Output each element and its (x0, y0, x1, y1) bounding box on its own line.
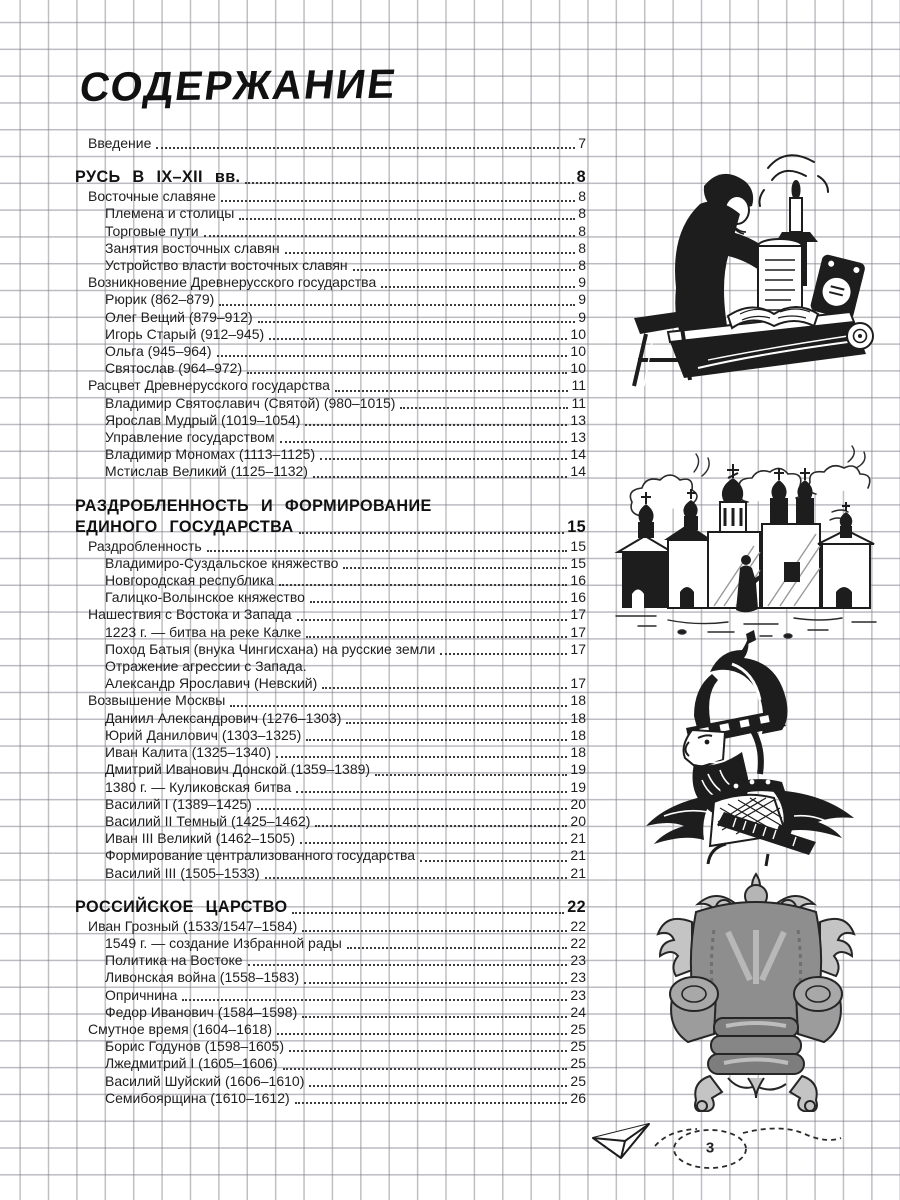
toc-entry-page: 20 (570, 812, 586, 829)
toc-entry-page: 17 (570, 623, 586, 640)
dotted-leader (269, 338, 567, 340)
toc-entry-page: 25 (570, 1038, 586, 1055)
toc-entry (75, 779, 586, 796)
dotted-leader (258, 321, 576, 323)
toc-entry (75, 952, 586, 969)
toc-entry (75, 188, 586, 205)
toc-entry (75, 1055, 586, 1072)
dotted-leader (245, 182, 573, 184)
toc-entry-label: Ливонская война (1558–1583) (105, 969, 300, 986)
dotted-leader (310, 601, 568, 603)
toc-entry (75, 744, 586, 761)
toc-entry-page: 9 (578, 274, 586, 291)
toc-entry (75, 412, 586, 429)
toc-entry-label: Святослав (964–972) (105, 360, 243, 377)
toc-entry-label: Поход Батыя (внука Чингисхана) на русские земли (105, 640, 436, 657)
toc-entry-page: 10 (570, 360, 586, 377)
toc-entry (75, 935, 586, 952)
dotted-leader (343, 567, 567, 569)
toc-entry-label: Новгородская республика (105, 572, 274, 589)
toc-entry (75, 309, 586, 326)
toc-entry-label: Лжедмитрий I (1605–1606) (105, 1055, 278, 1072)
toc-entry-page: 13 (570, 429, 586, 446)
toc-entry (75, 291, 586, 308)
toc-entry (75, 918, 586, 935)
toc-entry-page: 15 (567, 517, 586, 536)
dotted-leader (306, 636, 567, 638)
dotted-leader (297, 619, 568, 621)
toc-entry (75, 641, 586, 658)
toc-entry (75, 1073, 586, 1090)
page-title: СОДЕРЖАНИЕ (77, 60, 400, 111)
toc-section-header (75, 496, 586, 517)
toc-entry-label: Семибоярщина (1610–1612) (105, 1089, 290, 1106)
toc-entry (75, 761, 586, 778)
toc-entry (75, 463, 586, 480)
toc-entry (75, 446, 586, 463)
toc-entry-page: 8 (578, 239, 586, 256)
toc-entry-page: 17 (570, 675, 586, 692)
dotted-leader (295, 1102, 568, 1104)
toc-entry-label: Племена и столицы (105, 205, 235, 222)
dotted-leader (353, 269, 576, 271)
toc-entry-label: Федор Иванович (1584–1598) (105, 1003, 298, 1020)
toc-entry-page: 15 (570, 537, 586, 554)
dotted-leader (292, 912, 564, 914)
toc-entry-label: Владимир Святославич (Святой) (980–1015) (105, 394, 396, 411)
toc-entry-label: Восточные славяне (88, 188, 216, 205)
toc-entry-page: 8 (576, 168, 586, 187)
toc-entry (75, 969, 586, 986)
toc-entry-label: 1380 г. — Куликовская битва (105, 778, 292, 795)
table-of-contents (75, 60, 586, 1107)
toc-entry (75, 624, 586, 641)
dotted-leader (375, 774, 567, 776)
toc-entry-label: Ольга (945–964) (105, 343, 212, 360)
toc-entry (75, 223, 586, 240)
toc-entry-page: 10 (570, 343, 586, 360)
dotted-leader (346, 722, 567, 724)
toc-entry-page: 8 (578, 257, 586, 274)
toc-entry (75, 240, 586, 257)
toc-entry-label: Мстислав Великий (1125–1132) (105, 463, 308, 480)
toc-entry-label: Возникновение Древнерусского государства (88, 274, 377, 291)
toc-entry-label: Василий II Темный (1425–1462) (105, 812, 311, 829)
toc-entry-label: Формирование централизованного государства (105, 847, 416, 864)
toc-section-header (75, 167, 586, 188)
dotted-leader (219, 304, 575, 306)
toc-entry (75, 205, 586, 222)
toc-entry-label: Галицко-Волынское княжество (105, 589, 305, 606)
page-footer (585, 1116, 845, 1180)
dotted-leader (304, 982, 567, 984)
toc-entry-label: Отражение агрессии с Запада. (105, 658, 307, 675)
toc-entry-page: 13 (570, 411, 586, 428)
toc-entry (75, 658, 586, 675)
toc-entry-label: Владимир Мономах (1113–1125) (105, 446, 316, 463)
toc-entry (75, 429, 586, 446)
toc-entry (75, 326, 586, 343)
toc-entry (75, 710, 586, 727)
toc-entry-label: Устройство власти восточных славян (105, 257, 348, 274)
dotted-leader (204, 235, 576, 237)
dotted-leader (315, 825, 567, 827)
page-number: 3 (705, 1139, 715, 1157)
toc-entry-page: 11 (571, 377, 586, 394)
toc-entry-page: 20 (570, 795, 586, 812)
toc-entry-page: 25 (570, 1072, 586, 1089)
ornate-throne-illustration (640, 870, 872, 1112)
toc-entry-page: 24 (570, 1003, 586, 1020)
toc-entry-label: Ярослав Мудрый (1019–1054) (105, 411, 301, 428)
toc-entry-page: 21 (570, 864, 586, 881)
toc-entry-label: Иван Калита (1325–1340) (105, 744, 272, 761)
toc-entry-label: Опричнина (105, 986, 178, 1003)
toc-entry-label: Василий I (1389–1425) (105, 795, 252, 812)
toc-entry-label: ЕДИНОГО ГОСУДАРСТВА (75, 517, 294, 536)
toc-entry-label: Смутное время (1604–1618) (88, 1020, 273, 1037)
toc-entry-page: 15 (570, 554, 586, 571)
toc-entry (75, 572, 586, 589)
dotted-leader (305, 424, 567, 426)
toc-entry (75, 847, 586, 864)
toc-entry-page: 25 (570, 1055, 586, 1072)
dotted-leader (156, 147, 575, 149)
dotted-leader (400, 407, 568, 409)
toc-entry (75, 343, 586, 360)
dotted-leader (248, 964, 568, 966)
toc-entry-label: Даниил Александрович (1276–1303) (105, 709, 342, 726)
toc-entry-page: 26 (570, 1089, 586, 1106)
toc-entry (75, 606, 586, 623)
dotted-leader (207, 550, 568, 552)
toc-entry-label: Расцвет Древнерусского государства (88, 377, 330, 394)
toc-entry (75, 1090, 586, 1107)
toc-entry-label: РОССИЙСКОЕ ЦАРСТВО (75, 897, 288, 916)
dotted-leader (381, 286, 575, 288)
toc-entry-label: Политика на Востоке (105, 952, 243, 969)
dotted-leader (230, 705, 567, 707)
toc-entry-label: Александр Ярославич (Невский) (105, 675, 318, 692)
toc-entry-page: 18 (570, 726, 586, 743)
dotted-leader (306, 739, 567, 741)
toc-entry-label: 1223 г. — битва на реке Калке (105, 623, 302, 640)
toc-entry-label: Иван Грозный (1533/1547–1584) (88, 917, 298, 934)
toc-entry (75, 1004, 586, 1021)
dotted-leader (182, 999, 567, 1001)
dotted-leader (302, 1016, 567, 1018)
toc-entry (75, 538, 586, 555)
toc-entry-label: 1549 г. — создание Избранной рады (105, 934, 342, 951)
dotted-leader (320, 458, 567, 460)
toc-entry (75, 675, 586, 692)
toc-entry-label: Олег Вещий (879–912) (105, 308, 253, 325)
toc-entry (75, 589, 586, 606)
toc-entry-page: 23 (570, 952, 586, 969)
toc-entry-label: Василий Шуйский (1606–1610) (105, 1072, 305, 1089)
toc-entry (75, 135, 586, 152)
toc-entry-page: 22 (567, 897, 586, 916)
toc-entry (75, 987, 586, 1004)
toc-section-header (75, 897, 586, 918)
toc-entry-label: Возвышение Москвы (88, 692, 226, 709)
toc-entry-page: 23 (570, 986, 586, 1003)
toc-entry-label: Василий III (1505–1533) (105, 864, 260, 881)
toc-entry (75, 692, 586, 709)
toc-entry-page: 9 (578, 291, 586, 308)
toc-entry-page: 17 (570, 606, 586, 623)
toc-entry-page: 14 (570, 446, 586, 463)
toc-entry (75, 395, 586, 412)
toc-entry (75, 727, 586, 744)
dotted-leader (285, 252, 576, 254)
toc-entry-page: 21 (570, 830, 586, 847)
toc-entry-label: Игорь Старый (912–945) (105, 325, 265, 342)
toc-entry-page: 8 (578, 222, 586, 239)
toc-entry-label: Занятия восточных славян (105, 239, 280, 256)
toc-entry-label: Рюрик (862–879) (105, 291, 215, 308)
dotted-leader (420, 860, 567, 862)
dotted-leader (265, 877, 568, 879)
toc-entry-page: 19 (570, 778, 586, 795)
toc-entry-label: Дмитрий Иванович Донской (1359–1389) (105, 761, 371, 778)
toc-entry-page: 23 (570, 969, 586, 986)
toc-entry-label: РУСЬ В IX–XII вв. (75, 168, 241, 187)
toc-entry-page: 18 (570, 692, 586, 709)
toc-entry-label: Борис Годунов (1598–1605) (105, 1038, 285, 1055)
paper-airplane-icon (585, 1116, 845, 1180)
dotted-leader (283, 1068, 568, 1070)
toc-entry-page: 14 (570, 463, 586, 480)
chronicler-monk-illustration (612, 146, 884, 398)
toc-section-header (75, 517, 586, 538)
dotted-leader (239, 218, 575, 220)
toc-entry-page: 9 (578, 308, 586, 325)
toc-entry-label: Торговые пути (105, 222, 199, 239)
dotted-leader (276, 756, 567, 758)
dotted-leader (302, 930, 567, 932)
toc-entry-label: Юрий Данилович (1303–1325) (105, 726, 302, 743)
toc-entry-page: 7 (578, 135, 586, 151)
dotted-leader (440, 653, 567, 655)
toc-entry (75, 360, 586, 377)
toc-entry-label: Владимиро-Суздальское княжество (105, 554, 339, 571)
toc-entry-page: 22 (570, 934, 586, 951)
toc-entry (75, 274, 586, 291)
toc-entry (75, 830, 586, 847)
toc-entry-page: 18 (570, 744, 586, 761)
dotted-leader (309, 1085, 567, 1087)
dotted-leader (299, 532, 565, 534)
toc-entry-label: Раздробленность (88, 537, 202, 554)
toc-entry-page: 16 (570, 589, 586, 606)
dotted-leader (277, 1033, 567, 1035)
dotted-leader (289, 1050, 567, 1052)
toc-entry-page: 8 (578, 188, 586, 205)
dotted-leader (279, 584, 567, 586)
dotted-leader (280, 441, 568, 443)
toc-list (75, 135, 586, 1107)
toc-entry-page: 17 (570, 640, 586, 657)
toc-entry-page: 11 (571, 394, 586, 411)
toc-entry-page: 18 (570, 709, 586, 726)
toc-entry (75, 796, 586, 813)
toc-entry-page: 8 (578, 205, 586, 222)
dotted-leader (335, 390, 569, 392)
toc-entry (75, 813, 586, 830)
toc-entry (75, 865, 586, 882)
toc-entry (75, 377, 586, 394)
dotted-leader (313, 476, 567, 478)
toc-entry-label: Введение (88, 135, 152, 151)
toc-entry-page: 19 (570, 761, 586, 778)
dotted-leader (347, 947, 568, 949)
toc-entry-label: РАЗДРОБЛЕННОСТЬ И ФОРМИРОВАНИЕ (75, 496, 432, 515)
warrior-prince-illustration (628, 630, 866, 868)
dotted-leader (221, 200, 575, 202)
dotted-leader (247, 372, 567, 374)
toc-entry (75, 257, 586, 274)
toc-entry-page: 22 (570, 917, 586, 934)
toc-entry-page: 25 (570, 1020, 586, 1037)
toc-entry (75, 1021, 586, 1038)
toc-entry-page: 21 (570, 847, 586, 864)
dotted-leader (322, 687, 567, 689)
toc-entry-label: Нашествия с Востока и Запада (88, 606, 292, 623)
toc-entry-label: Управление государством (105, 429, 275, 446)
toc-entry-page: 10 (570, 325, 586, 342)
toc-entry (75, 555, 586, 572)
toc-entry-page: 16 (570, 572, 586, 589)
dotted-leader (257, 808, 568, 810)
churches-town-illustration (598, 442, 900, 646)
dotted-leader (296, 791, 567, 793)
toc-entry-label: Иван III Великий (1462–1505) (105, 830, 296, 847)
toc-entry (75, 1038, 586, 1055)
dotted-leader (217, 355, 568, 357)
dotted-leader (300, 842, 567, 844)
